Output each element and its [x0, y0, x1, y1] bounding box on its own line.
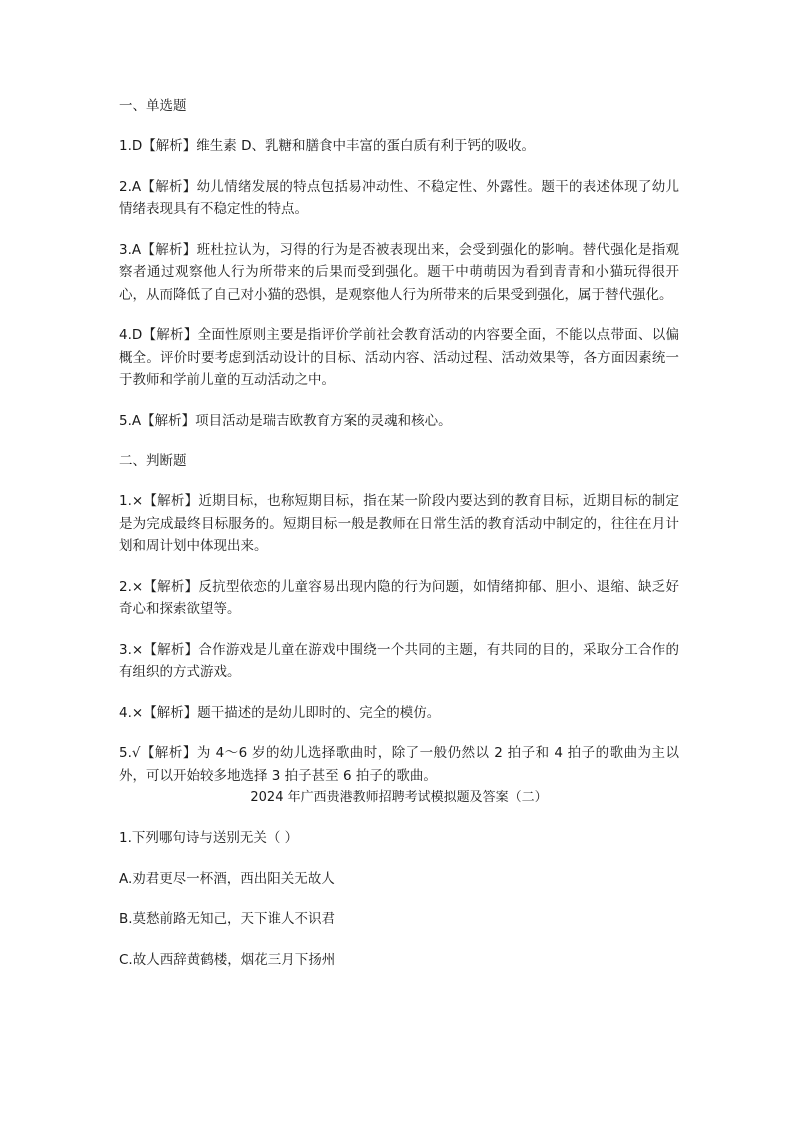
answer-item: 2.×【解析】反抗型依恋的儿童容易出现内隐的行为问题，如情绪抑郁、胆小、退缩、缺乏好奇心和探索欲望等。 [119, 578, 679, 617]
answer-item: 3.A【解析】班杜拉认为，习得的行为是否被表现出来，会受到强化的影响。替代强化是指观察者通过观察他人行为所带来的后果而受到强化。题干中萌萌因为看到青青和小猫玩得很开心，从而降低了自己对小猫的恐惧，是观察他人行为所带来的后果受到强化，属于替代强化。 [119, 241, 679, 303]
question-option: C.故人西辞黄鹤楼，烟花三月下扬州 [119, 951, 336, 968]
section-heading-single-choice: 一、单选题 [119, 98, 187, 114]
answer-item: 4.×【解析】题干描述的是幼儿即时的、完全的模仿。 [119, 704, 441, 721]
answer-item: 4.D【解析】全面性原则主要是指评价学前社会教育活动的内容要全面，不能以点带面、以偏概全。评价时要考虑到活动设计的目标、活动内容、活动过程、活动效果等，各方面因素统一于教师和学前儿童的互动活动之中。 [119, 327, 679, 388]
question-stem: 1.下列哪句诗与送别无关（ ） [119, 830, 299, 846]
exam-title: 2024 年广西贵港教师招聘考试模拟题及答案（二） [250, 790, 548, 805]
question-option: B.莫愁前路无知己，天下谁人不识君 [119, 911, 336, 927]
question-option: A.劝君更尽一杯酒，西出阳关无故人 [119, 870, 335, 887]
answer-item: 2.A【解析】幼儿情绪发展的特点包括易冲动性、不稳定性、外露性。题干的表述体现了幼儿情绪表现具有不稳定性的特点。 [119, 178, 679, 217]
document-content [119, 95, 679, 989]
answer-item: 3.×【解析】合作游戏是儿童在游戏中围绕一个共同的主题，有共同的目的，采取分工合作的有组织的方式游戏。 [119, 641, 679, 680]
answer-item: 5.√【解析】为 4～6 岁的幼儿选择歌曲时，除了一般仍然以 2 拍子和 4 拍子的歌曲为主以外，可以开始较多地选择 3 拍子甚至 6 拍子的歌曲。 [119, 745, 679, 784]
answer-item: 1.D【解析】维生素 D、乳糖和膳食中丰富的蛋白质有利于钙的吸收。 [119, 138, 535, 154]
answer-item: 5.A【解析】项目活动是瑞吉欧教育方案的灵魂和核心。 [119, 412, 452, 429]
answer-item: 1.×【解析】近期目标，也称短期目标，指在某一阶段内要达到的教育目标，近期目标的制定是为完成最终目标服务的。短期目标一般是教师在日常生活的教育活动中制定的，往往在月计划和周计划中体现出来。 [119, 493, 679, 554]
section-heading-true-false: 二、判断题 [119, 453, 187, 469]
